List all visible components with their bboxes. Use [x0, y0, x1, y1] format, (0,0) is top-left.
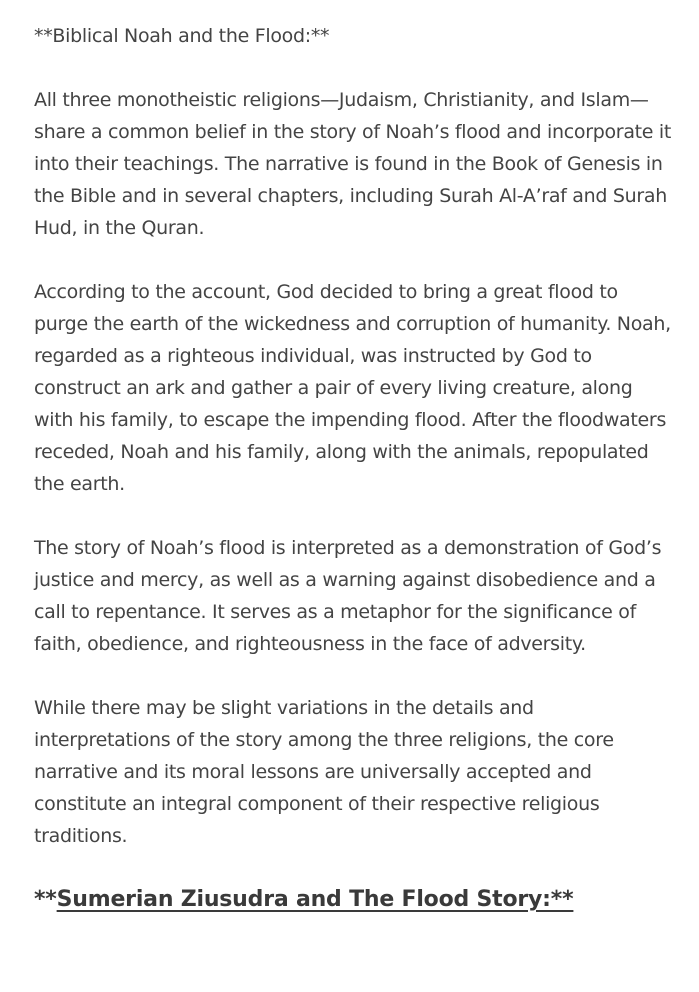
paragraph-variations: While there may be slight variations in the details and interpretations of the story among the three religions, the core narrative and its moral lessons are universally accepted and constitute an integral component of their respective religious traditions.	[34, 697, 614, 847]
sumerian-ziusudra-link[interactable]: Sumerian Ziusudra and The Flood Story:**	[56, 887, 574, 912]
paragraph-shared-belief: All three monotheistic religions—Judaism, Christianity, and Islam—share a common belief in the story of Noah’s flood and incorporate it into their teachings. The narrative is found in the Book of Genesis in the Bible and in several chapters, including Surah Al-A’raf and Surah Hud, in the Quran.	[34, 89, 672, 239]
message-content	[34, 20, 674, 916]
paragraph-account: According to the account, God decided to bring a great flood to purge the earth of the wickedness and corruption of humanity. Noah, regarded as a righteous individual, was instructed by God to construct an ark and gather a pair of every living creature, along with his family, to escape the impending flood. After the floodwaters receded, Noah and his family, along with the animals, repopulated the earth.	[34, 281, 671, 495]
section-heading-sumerian-ziusudra	[34, 884, 674, 916]
paragraph-interpretation: The story of Noah’s flood is interpreted as a demonstration of God’s justice and mercy, as well as a warning against disobedience and a call to repentance. It serves as a metaphor for the significance of faith, obedience, and righteousness in the face of adversity.	[34, 537, 662, 655]
heading-prefix: **	[34, 887, 57, 912]
section-heading-biblical-noah: **Biblical Noah and the Flood:**	[34, 25, 330, 47]
